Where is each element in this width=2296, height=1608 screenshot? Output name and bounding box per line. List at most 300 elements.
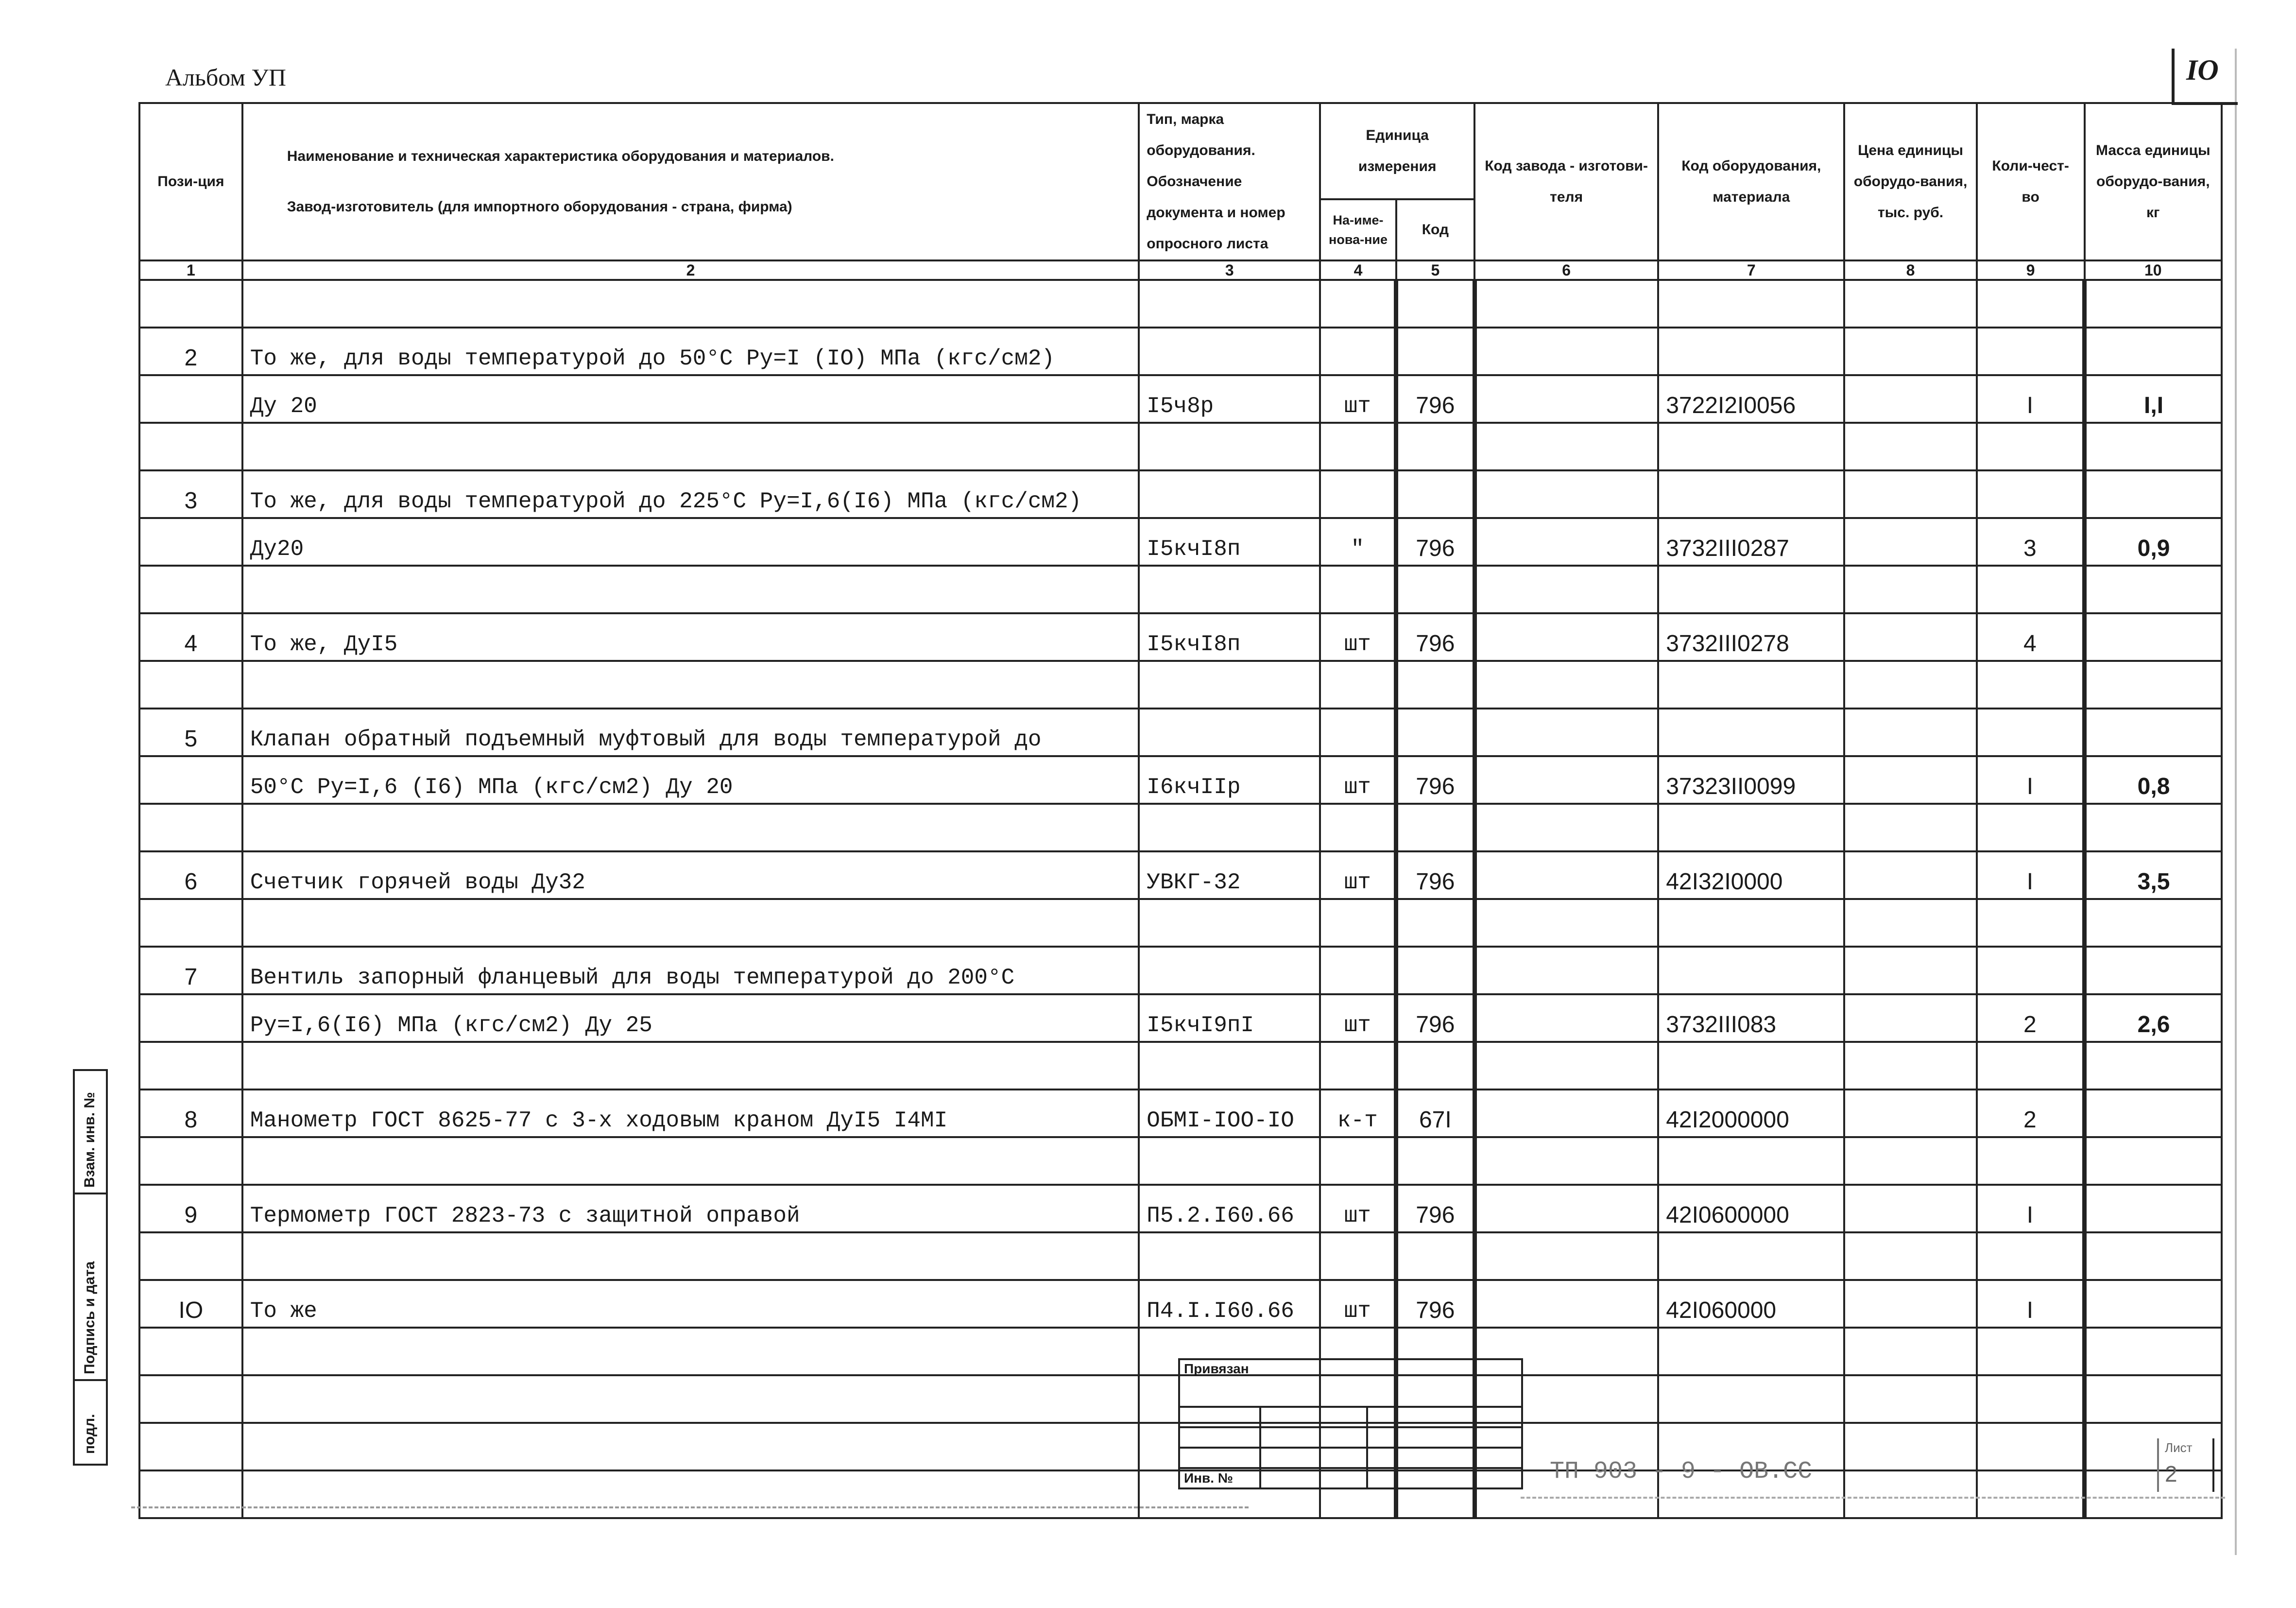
empty-cell bbox=[242, 566, 1139, 613]
table-row bbox=[139, 518, 2222, 566]
col-number: 7 bbox=[1658, 260, 1844, 280]
bottom-rule bbox=[1521, 1497, 2225, 1499]
empty-cell bbox=[1474, 804, 1658, 851]
name-cell: То же bbox=[242, 1280, 1139, 1328]
spacer-row bbox=[139, 1042, 2222, 1089]
plant-code-cell bbox=[1474, 518, 1658, 566]
empty-cell bbox=[1474, 1137, 1658, 1185]
col-header-unit-code: Код bbox=[1396, 199, 1474, 260]
equip-code-cell bbox=[1658, 947, 1844, 994]
empty-cell bbox=[139, 1137, 242, 1185]
equip-code-cell bbox=[1658, 328, 1844, 375]
empty-cell bbox=[1320, 804, 1396, 851]
price-cell bbox=[1844, 947, 1976, 994]
type-cell: I5кчI8п bbox=[1139, 518, 1320, 566]
empty-cell bbox=[2085, 566, 2222, 613]
empty-cell bbox=[1658, 280, 1844, 328]
qty-cell bbox=[1977, 328, 2085, 375]
empty-cell bbox=[1844, 1232, 1976, 1280]
price-cell bbox=[1844, 470, 1976, 518]
empty-cell bbox=[1474, 566, 1658, 613]
empty-cell bbox=[1977, 423, 2085, 470]
empty-cell bbox=[1658, 423, 1844, 470]
empty-cell bbox=[242, 1375, 1139, 1423]
empty-cell bbox=[1396, 1137, 1474, 1185]
unit-cell bbox=[1320, 709, 1396, 756]
side-stamp-inv-cell bbox=[73, 1069, 108, 1194]
equip-code-cell: 37323II0099 bbox=[1658, 756, 1844, 804]
empty-cell bbox=[1396, 804, 1474, 851]
album-title: Альбом УП bbox=[165, 64, 286, 91]
empty-cell bbox=[1139, 566, 1320, 613]
qty-cell: I bbox=[1977, 756, 2085, 804]
equip-code-cell: 3732III0278 bbox=[1658, 613, 1844, 661]
document-code: ТП 903 - 9 - ОВ.СС bbox=[1550, 1458, 1813, 1486]
empty-cell bbox=[1844, 280, 1976, 328]
empty-cell bbox=[1396, 566, 1474, 613]
empty-cell bbox=[242, 1470, 1139, 1518]
unit-code-cell bbox=[1396, 947, 1474, 994]
col-number: 4 bbox=[1320, 260, 1396, 280]
stamp-cell bbox=[1367, 1407, 1474, 1427]
empty-cell bbox=[1396, 1042, 1474, 1089]
empty-cell bbox=[242, 899, 1139, 947]
mass-cell: 0,8 bbox=[2085, 756, 2222, 804]
specification-table bbox=[138, 102, 2223, 1519]
page-number: IO bbox=[2186, 54, 2219, 86]
empty-cell bbox=[242, 1137, 1139, 1185]
side-stamp-podl-cell bbox=[73, 1379, 108, 1466]
empty-cell bbox=[139, 1042, 242, 1089]
col-number: 2 bbox=[242, 260, 1139, 280]
empty-cell bbox=[1139, 1042, 1320, 1089]
pos-cell: 9 bbox=[139, 1185, 242, 1232]
side-stamp-sign: Подпись и дата bbox=[82, 1261, 98, 1374]
table-row bbox=[139, 756, 2222, 804]
stamp-cell bbox=[1179, 1407, 1260, 1427]
unit-code-cell: 796 bbox=[1396, 375, 1474, 423]
empty-cell bbox=[139, 661, 242, 709]
qty-cell: I bbox=[1977, 375, 2085, 423]
empty-cell bbox=[242, 1232, 1139, 1280]
page-right-edge bbox=[2235, 49, 2237, 1555]
empty-cell bbox=[1844, 1137, 1976, 1185]
qty-cell: I bbox=[1977, 1185, 2085, 1232]
empty-cell bbox=[1977, 804, 2085, 851]
empty-cell bbox=[1139, 1232, 1320, 1280]
empty-cell bbox=[2085, 661, 2222, 709]
column-number-row bbox=[139, 260, 2222, 280]
plant-code-cell bbox=[1474, 994, 1658, 1042]
empty-cell bbox=[1844, 899, 1976, 947]
name-cell: 50°C Ру=I,6 (I6) МПа (кгс/см2) Ду 20 bbox=[242, 756, 1139, 804]
empty-cell bbox=[1844, 1042, 1976, 1089]
empty-cell bbox=[1844, 804, 1976, 851]
empty-cell bbox=[1320, 566, 1396, 613]
mass-cell bbox=[2085, 470, 2222, 518]
mass-cell bbox=[2085, 947, 2222, 994]
empty-cell bbox=[1474, 1232, 1658, 1280]
empty-cell bbox=[1844, 1375, 1976, 1423]
pos-cell: 4 bbox=[139, 613, 242, 661]
unit-cell: шт bbox=[1320, 851, 1396, 899]
col-header-plant-code: Код завода - изготови-теля bbox=[1474, 103, 1658, 260]
price-cell bbox=[1844, 851, 1976, 899]
equip-code-cell: 42I2000000 bbox=[1658, 1089, 1844, 1137]
col-header-unit-group: Единица измерения bbox=[1320, 103, 1474, 199]
pos-cell: 6 bbox=[139, 851, 242, 899]
plant-code-cell bbox=[1474, 470, 1658, 518]
side-stamp bbox=[73, 1069, 131, 1468]
empty-cell bbox=[1658, 1328, 1844, 1375]
plant-code-cell bbox=[1474, 613, 1658, 661]
type-cell bbox=[1139, 947, 1320, 994]
mass-cell bbox=[2085, 613, 2222, 661]
col-header-type: Тип, марка оборудования. Обозначение документа и номер опросного листа bbox=[1139, 103, 1320, 260]
stamp-cell bbox=[1260, 1448, 1367, 1468]
empty-cell bbox=[1977, 1328, 2085, 1375]
empty-cell bbox=[1474, 661, 1658, 709]
empty-cell bbox=[139, 1375, 242, 1423]
empty-cell bbox=[1474, 423, 1658, 470]
empty-cell bbox=[2085, 1137, 2222, 1185]
unit-cell bbox=[1320, 470, 1396, 518]
col-number: 10 bbox=[2085, 260, 2222, 280]
qty-cell: 2 bbox=[1977, 994, 2085, 1042]
empty-cell bbox=[139, 1470, 242, 1518]
plant-code-cell bbox=[1474, 851, 1658, 899]
pos-cell: 5 bbox=[139, 709, 242, 756]
type-cell bbox=[1139, 328, 1320, 375]
empty-cell bbox=[242, 661, 1139, 709]
plant-code-cell bbox=[1474, 756, 1658, 804]
name-cell: Вентиль запорный фланцевый для воды температурой до 200°C bbox=[242, 947, 1139, 994]
price-cell bbox=[1844, 1089, 1976, 1137]
unit-cell: к-т bbox=[1320, 1089, 1396, 1137]
spacer-row bbox=[139, 280, 2222, 328]
table-row bbox=[139, 994, 2222, 1042]
empty-cell bbox=[1977, 1042, 2085, 1089]
unit-code-cell: 796 bbox=[1396, 518, 1474, 566]
empty-cell bbox=[139, 1232, 242, 1280]
empty-cell bbox=[139, 280, 242, 328]
stamp-cell bbox=[1367, 1468, 1474, 1488]
empty-cell bbox=[139, 1423, 242, 1470]
col-header-unit-name: На-име-нова-ние bbox=[1320, 199, 1396, 260]
pos-cell: 2 bbox=[139, 328, 242, 375]
name-cell: То же, ДуI5 bbox=[242, 613, 1139, 661]
type-cell: УВКГ-32 bbox=[1139, 851, 1320, 899]
stamp-cell bbox=[1474, 1407, 1522, 1427]
unit-code-cell: 796 bbox=[1396, 756, 1474, 804]
unit-cell: шт bbox=[1320, 1185, 1396, 1232]
table-row bbox=[139, 328, 2222, 375]
col-header-qty: Коли-чест-во bbox=[1977, 103, 2085, 260]
empty-cell bbox=[1396, 280, 1474, 328]
name-cell: Манометр ГОСТ 8625-77 с 3-х ходовым краном ДуI5 I4МI bbox=[242, 1089, 1139, 1137]
col-header-name-line2: Завод-изготовитель (для импортного оборудования - страна, фирма) bbox=[287, 199, 792, 215]
price-cell bbox=[1844, 709, 1976, 756]
unit-cell: шт bbox=[1320, 756, 1396, 804]
col-number: 1 bbox=[139, 260, 242, 280]
spacer-row bbox=[139, 899, 2222, 947]
type-cell: I5кчI9пI bbox=[1139, 994, 1320, 1042]
type-cell: I5ч8р bbox=[1139, 375, 1320, 423]
pos-cell bbox=[139, 756, 242, 804]
empty-cell bbox=[1977, 566, 2085, 613]
side-stamp-inv: Взам. инв. № bbox=[82, 1092, 98, 1188]
empty-cell bbox=[1977, 1232, 2085, 1280]
stamp-cell bbox=[1474, 1468, 1522, 1488]
equip-code-cell bbox=[1658, 709, 1844, 756]
empty-cell bbox=[1977, 661, 2085, 709]
plant-code-cell bbox=[1474, 1089, 1658, 1137]
name-cell: Термометр ГОСТ 2823-73 с защитной оправой bbox=[242, 1185, 1139, 1232]
empty-cell bbox=[2085, 280, 2222, 328]
type-cell bbox=[1139, 470, 1320, 518]
type-cell bbox=[1139, 709, 1320, 756]
empty-cell bbox=[139, 423, 242, 470]
empty-cell bbox=[242, 1042, 1139, 1089]
pos-cell: IO bbox=[139, 1280, 242, 1328]
price-cell bbox=[1844, 518, 1976, 566]
stamp-cell bbox=[1260, 1407, 1367, 1427]
unit-code-cell bbox=[1396, 470, 1474, 518]
empty-cell bbox=[1396, 661, 1474, 709]
sheet-box bbox=[2157, 1438, 2214, 1492]
type-cell: ОБМI-IOO-IO bbox=[1139, 1089, 1320, 1137]
stamp-cell bbox=[1260, 1468, 1367, 1488]
empty-cell bbox=[1844, 661, 1976, 709]
empty-cell bbox=[2085, 1328, 2222, 1375]
pos-cell bbox=[139, 518, 242, 566]
price-cell bbox=[1844, 328, 1976, 375]
empty-cell bbox=[1977, 899, 2085, 947]
col-header-equip-code: Код оборудования, материала bbox=[1658, 103, 1844, 260]
empty-cell bbox=[1474, 1042, 1658, 1089]
empty-cell bbox=[1658, 804, 1844, 851]
bound-label: Привязан bbox=[1179, 1359, 1522, 1407]
table-row bbox=[139, 1185, 2222, 1232]
empty-cell bbox=[1139, 280, 1320, 328]
col-number: 6 bbox=[1474, 260, 1658, 280]
qty-cell bbox=[1977, 947, 2085, 994]
price-cell bbox=[1844, 1280, 1976, 1328]
empty-cell bbox=[242, 1328, 1139, 1375]
empty-cell bbox=[1658, 661, 1844, 709]
unit-cell: шт bbox=[1320, 613, 1396, 661]
spacer-row bbox=[139, 804, 2222, 851]
empty-cell bbox=[1658, 566, 1844, 613]
col-number: 3 bbox=[1139, 260, 1320, 280]
empty-cell bbox=[1474, 899, 1658, 947]
table-row bbox=[139, 709, 2222, 756]
plant-code-cell bbox=[1474, 328, 1658, 375]
type-cell: П5.2.I60.66 bbox=[1139, 1185, 1320, 1232]
col-header-price: Цена единицы оборудо-вания, тыс. руб. bbox=[1844, 103, 1976, 260]
unit-cell: шт bbox=[1320, 1280, 1396, 1328]
empty-cell bbox=[1658, 1042, 1844, 1089]
empty-cell bbox=[2085, 1042, 2222, 1089]
empty-cell bbox=[1977, 1375, 2085, 1423]
plant-code-cell bbox=[1474, 1280, 1658, 1328]
empty-cell bbox=[1844, 1423, 1976, 1470]
empty-cell bbox=[139, 804, 242, 851]
mass-cell: 2,6 bbox=[2085, 994, 2222, 1042]
empty-cell bbox=[242, 1423, 1139, 1470]
name-cell: То же, для воды температурой до 225°C Ру=I,6(I6) МПа (кгс/см2) bbox=[242, 470, 1139, 518]
qty-cell bbox=[1977, 709, 2085, 756]
mass-cell bbox=[2085, 1185, 2222, 1232]
qty-cell bbox=[1977, 470, 2085, 518]
mass-cell: 3,5 bbox=[2085, 851, 2222, 899]
unit-code-cell bbox=[1396, 709, 1474, 756]
price-cell bbox=[1844, 613, 1976, 661]
empty-cell bbox=[2085, 804, 2222, 851]
empty-cell bbox=[1844, 423, 1976, 470]
empty-cell bbox=[1320, 1232, 1396, 1280]
col-header-name bbox=[242, 103, 1139, 260]
empty-cell bbox=[1977, 280, 2085, 328]
empty-cell bbox=[1139, 1137, 1320, 1185]
col-header-pos: Пози-ция bbox=[139, 103, 242, 260]
pos-cell bbox=[139, 994, 242, 1042]
price-cell bbox=[1844, 1185, 1976, 1232]
table-row bbox=[139, 1280, 2222, 1328]
table-row bbox=[139, 375, 2222, 423]
empty-cell bbox=[1658, 1232, 1844, 1280]
name-cell: Ру=I,6(I6) МПа (кгс/см2) Ду 25 bbox=[242, 994, 1139, 1042]
unit-code-cell: 796 bbox=[1396, 613, 1474, 661]
equip-code-cell: 42I32I0000 bbox=[1658, 851, 1844, 899]
unit-code-cell: 796 bbox=[1396, 1185, 1474, 1232]
stamp-cell bbox=[1260, 1427, 1367, 1448]
table-row bbox=[139, 1089, 2222, 1137]
empty-cell bbox=[1139, 804, 1320, 851]
empty-cell bbox=[1844, 1328, 1976, 1375]
empty-cell bbox=[1396, 1232, 1474, 1280]
col-number: 9 bbox=[1977, 260, 2085, 280]
empty-cell bbox=[1396, 423, 1474, 470]
price-cell bbox=[1844, 994, 1976, 1042]
empty-cell bbox=[242, 280, 1139, 328]
unit-code-cell: 796 bbox=[1396, 851, 1474, 899]
table-row bbox=[139, 851, 2222, 899]
stamp-cell bbox=[1179, 1427, 1260, 1448]
side-stamp-podl: подл. bbox=[82, 1414, 98, 1454]
spacer-row bbox=[139, 1137, 2222, 1185]
mass-cell bbox=[2085, 1280, 2222, 1328]
spacer-row bbox=[139, 423, 2222, 470]
name-cell: Счетчик горячей воды Ду32 bbox=[242, 851, 1139, 899]
empty-cell bbox=[2085, 899, 2222, 947]
unit-code-cell: 796 bbox=[1396, 994, 1474, 1042]
empty-cell bbox=[1320, 899, 1396, 947]
empty-cell bbox=[1320, 423, 1396, 470]
sheet-label: Лист bbox=[2165, 1440, 2193, 1455]
plant-code-cell bbox=[1474, 709, 1658, 756]
name-cell: Клапан обратный подъемный муфтовый для воды температурой до bbox=[242, 709, 1139, 756]
pos-cell: 8 bbox=[139, 1089, 242, 1137]
stamp-cell bbox=[1179, 1448, 1260, 1468]
unit-cell: " bbox=[1320, 518, 1396, 566]
price-cell bbox=[1844, 375, 1976, 423]
price-cell bbox=[1844, 756, 1976, 804]
name-cell: Ду20 bbox=[242, 518, 1139, 566]
inv-no-label: Инв. № bbox=[1179, 1468, 1260, 1488]
unit-cell bbox=[1320, 947, 1396, 994]
mass-cell: 0,9 bbox=[2085, 518, 2222, 566]
name-cell: Ду 20 bbox=[242, 375, 1139, 423]
empty-cell bbox=[1320, 1042, 1396, 1089]
empty-cell bbox=[139, 1328, 242, 1375]
stamp-cell bbox=[1367, 1427, 1474, 1448]
mass-cell: I,I bbox=[2085, 375, 2222, 423]
empty-cell bbox=[242, 423, 1139, 470]
mass-cell bbox=[2085, 709, 2222, 756]
stamp-cell bbox=[1474, 1448, 1522, 1468]
unit-code-cell: 67I bbox=[1396, 1089, 1474, 1137]
stamp-cell bbox=[1367, 1448, 1474, 1468]
bottom-rule bbox=[131, 1506, 1249, 1508]
qty-cell: 4 bbox=[1977, 613, 2085, 661]
empty-cell bbox=[2085, 1232, 2222, 1280]
unit-code-cell: 796 bbox=[1396, 1280, 1474, 1328]
empty-cell bbox=[1844, 1470, 1976, 1518]
col-header-mass: Масса единицы оборудо-вания, кг bbox=[2085, 103, 2222, 260]
empty-cell bbox=[1396, 899, 1474, 947]
stamp-cell bbox=[1474, 1427, 1522, 1448]
empty-cell bbox=[1658, 1375, 1844, 1423]
table-row bbox=[139, 470, 2222, 518]
qty-cell: 2 bbox=[1977, 1089, 2085, 1137]
mass-cell bbox=[2085, 328, 2222, 375]
plant-code-cell bbox=[1474, 1185, 1658, 1232]
equip-code-cell: 3732III0287 bbox=[1658, 518, 1844, 566]
spacer-row bbox=[139, 1232, 2222, 1280]
pos-cell: 3 bbox=[139, 470, 242, 518]
qty-cell: 3 bbox=[1977, 518, 2085, 566]
empty-cell bbox=[1977, 1137, 2085, 1185]
unit-cell: шт bbox=[1320, 994, 1396, 1042]
empty-cell bbox=[1320, 661, 1396, 709]
type-cell: I6кчIIр bbox=[1139, 756, 1320, 804]
equip-code-cell: 3722I2I0056 bbox=[1658, 375, 1844, 423]
empty-cell bbox=[1320, 280, 1396, 328]
empty-cell bbox=[1658, 899, 1844, 947]
empty-cell bbox=[139, 566, 242, 613]
empty-cell bbox=[1977, 1423, 2085, 1470]
empty-cell bbox=[2085, 1375, 2222, 1423]
unit-cell: шт bbox=[1320, 375, 1396, 423]
table-row bbox=[139, 613, 2222, 661]
pos-cell bbox=[139, 375, 242, 423]
empty-cell bbox=[139, 899, 242, 947]
col-number: 5 bbox=[1396, 260, 1474, 280]
col-header-name-line1: Наименование и техническая характеристика оборудования и материалов. bbox=[287, 148, 834, 164]
empty-cell bbox=[1658, 1137, 1844, 1185]
empty-cell bbox=[1139, 661, 1320, 709]
equip-code-cell: 42I0600000 bbox=[1658, 1185, 1844, 1232]
empty-cell bbox=[1139, 423, 1320, 470]
bottom-stamp bbox=[1178, 1358, 1523, 1489]
qty-cell: I bbox=[1977, 851, 2085, 899]
empty-cell bbox=[1474, 280, 1658, 328]
spacer-row bbox=[139, 566, 2222, 613]
equip-code-cell: 3732III083 bbox=[1658, 994, 1844, 1042]
plant-code-cell bbox=[1474, 947, 1658, 994]
side-stamp-sign-cell bbox=[73, 1193, 108, 1381]
